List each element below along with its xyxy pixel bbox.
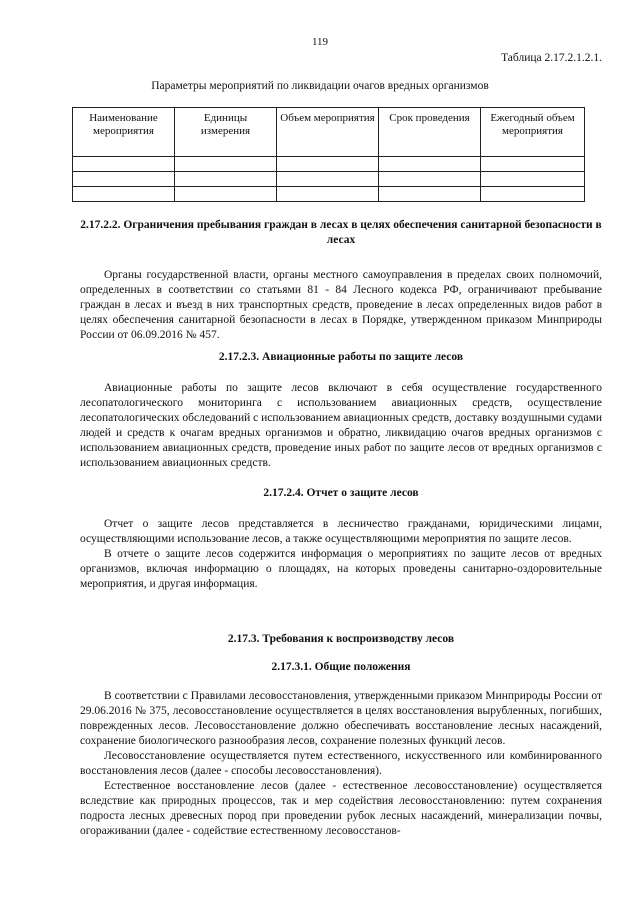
table-cell: [379, 172, 481, 187]
table-caption: Параметры мероприятий по ликвидации очагов вредных организмов: [151, 80, 489, 92]
paragraph: В отчете о защите лесов содержится информация о мероприятиях по защите лесов от вредных организмов, включая информацию о площадях, на которых проведены санитарно-оздоровительные мероприятия, и другая информация.: [80, 548, 602, 590]
table-row: [73, 172, 585, 187]
table-header-row: [73, 108, 585, 157]
section-heading: 2.17.2.2. Ограничения пребывания граждан в лесах в целях обеспечения санитарной безопасности в лесах: [80, 219, 602, 246]
table-cell: [481, 172, 585, 187]
table-cell: [481, 187, 585, 202]
paragraph: Органы государственной власти, органы местного самоуправления в пределах своих полномочий, определенных в соответствии со статьями 81 - 84 Лесного кодекса РФ, ограничивают пребывание граждан в лесах и въезд в них транспортных средств, проведение в лесах определенных видов работ в целях обеспечения санитарной безопасности в лесах в Порядке, утвержденном приказом Минприроды России от 06.09.2016 № 457.: [80, 269, 602, 341]
section-heading: 2.17.3.1. Общие положения: [271, 661, 411, 673]
section-protection-report: [80, 486, 602, 592]
parameters-table: [72, 107, 585, 202]
table-cell: [277, 157, 379, 172]
table-cell: [175, 172, 277, 187]
column-header-annual-volume: Ежегодный объем мероприятия: [481, 108, 585, 157]
paragraph: Отчет о защите лесов представляется в лесничество гражданами, юридическими лицами, осуществляющими использование лесов, а также осуществляющими мероприятия по защите лесов.: [80, 518, 602, 545]
section-heading: 2.17.3. Требования к воспроизводству лесов: [227, 633, 455, 645]
table-cell: [175, 187, 277, 202]
section-reproduction-requirements: [80, 632, 602, 647]
table-cell: [277, 187, 379, 202]
table-row: [73, 187, 585, 202]
table-cell: [481, 157, 585, 172]
section-general-provisions: [80, 660, 602, 839]
paragraph: Лесовосстановление осуществляется путем естественного, искусственного или комбинированного восстановления лесов (далее - способы лесовосстановления).: [80, 750, 602, 777]
table-cell: [379, 187, 481, 202]
table-cell: [277, 172, 379, 187]
column-header-volume: Объем мероприятия: [277, 108, 379, 157]
page-number: 119: [311, 36, 329, 48]
column-header-name: Наименование мероприятия: [73, 108, 175, 157]
paragraph: Естественное восстановление лесов (далее - естественное лесовосстановление) осуществляется вследствие как природных процессов, так и мер содействия лесовосстановлению: путем сохранения подроста лесных древесных пород при проведении рубок лесных насаждений, минерализации почвы, огораживании (далее - содействие естественному лесовосстанов-: [80, 780, 602, 837]
section-heading: 2.17.2.4. Отчет о защите лесов: [263, 487, 419, 499]
table-cell: [175, 157, 277, 172]
paragraph: В соответствии с Правилами лесовосстановления, утвержденными приказом Минприроды России от 29.06.2016 № 375, лесовосстановление осуществляется в целях восстановления вырубленных, погибших, поврежденных лесов. Лесовосстановление должно обеспечивать восстановление лесных насаждений, сохранение биологического разнообразия лесов, сохранение полезных функций лесов.: [80, 690, 602, 747]
table-cell: [379, 157, 481, 172]
table-cell: [73, 172, 175, 187]
table-cell: [73, 157, 175, 172]
section-aviation-works: [80, 350, 602, 471]
table-id: Таблица 2.17.2.1.2.1.: [501, 52, 602, 64]
table-row: [73, 157, 585, 172]
section-heading: 2.17.2.3. Авиационные работы по защите лесов: [218, 351, 464, 363]
section-citizen-restrictions: [80, 218, 602, 343]
table-cell: [73, 187, 175, 202]
column-header-units: Единицы измерения: [175, 108, 277, 157]
column-header-term: Срок проведения: [379, 108, 481, 157]
paragraph: Авиационные работы по защите лесов включают в себя осуществление государственного лесопатологического мониторинга с использованием авиационных средств, осуществление лесопатологических обследований с использованием авиационных средств, доставку воздушными судами людей и средств к очагам вредных организмов и обратно, ликвидацию очагов вредных организмов с использованием авиационных средств, проведение иных работ по защите лесов от вредных организмов с использованием авиационных средств.: [80, 382, 602, 469]
